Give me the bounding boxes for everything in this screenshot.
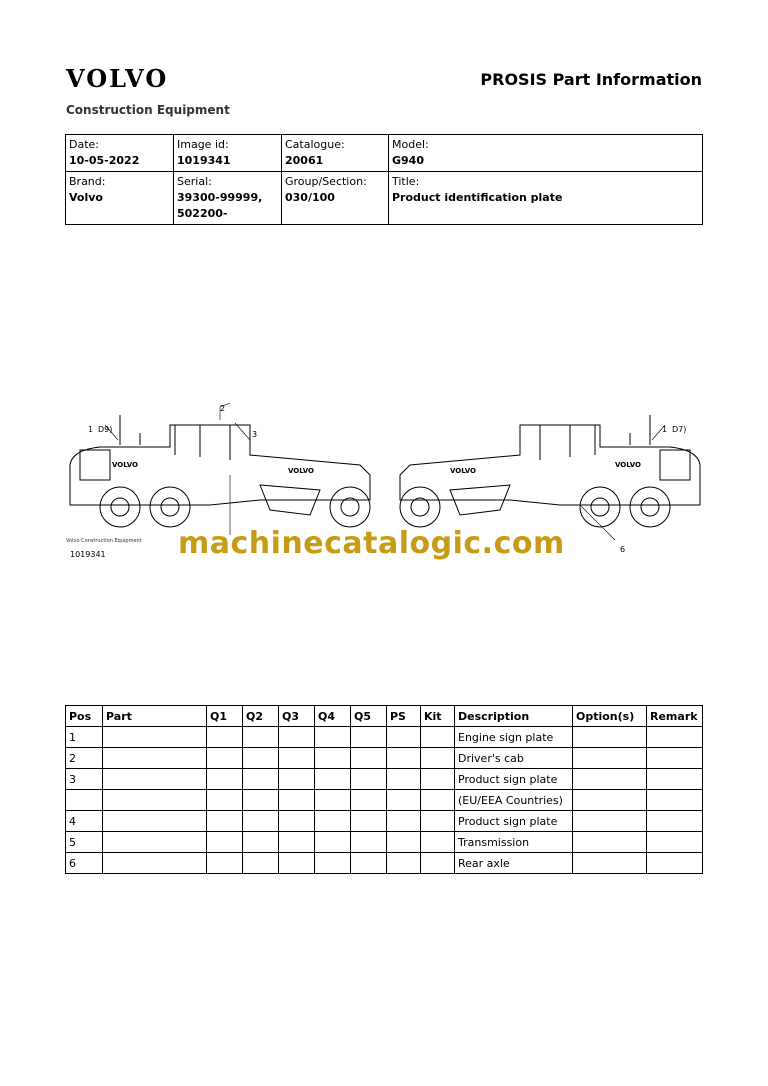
empty-cell xyxy=(103,811,207,832)
empty-cell xyxy=(351,769,387,790)
empty-cell xyxy=(351,727,387,748)
serial-value-1: 39300-99999, xyxy=(177,191,263,204)
date-value: 10-05-2022 xyxy=(69,154,140,167)
empty-cell xyxy=(573,727,647,748)
empty-cell xyxy=(103,769,207,790)
empty-cell xyxy=(207,727,243,748)
empty-cell xyxy=(421,811,455,832)
left-vehicle-brand: VOLVO xyxy=(112,461,138,469)
column-header-q3: Q3 xyxy=(279,706,315,727)
empty-cell xyxy=(387,727,421,748)
empty-cell xyxy=(573,748,647,769)
table-row xyxy=(66,811,703,832)
column-header-pos: Pos xyxy=(66,706,103,727)
info-table xyxy=(65,134,703,225)
empty-cell xyxy=(647,769,703,790)
group-value: 030/100 xyxy=(285,191,335,204)
empty-cell xyxy=(279,748,315,769)
table-row xyxy=(66,832,703,853)
empty-cell xyxy=(573,853,647,874)
empty-cell xyxy=(243,853,279,874)
empty-cell xyxy=(351,853,387,874)
pos-cell: 2 xyxy=(66,748,103,769)
catalogue-label: Catalogue: xyxy=(285,138,345,151)
empty-cell xyxy=(421,832,455,853)
empty-cell xyxy=(207,853,243,874)
empty-cell xyxy=(387,853,421,874)
empty-cell xyxy=(315,748,351,769)
pos-cell: 1 xyxy=(66,727,103,748)
description-cell: Product sign plate xyxy=(455,769,573,790)
pos-cell: 3 xyxy=(66,769,103,790)
empty-cell xyxy=(243,811,279,832)
callout-d9: D9) xyxy=(98,425,113,434)
callout-3: 3 xyxy=(252,430,258,439)
model-label: Model: xyxy=(392,138,429,151)
empty-cell xyxy=(207,832,243,853)
empty-cell xyxy=(387,832,421,853)
column-header-part: Part xyxy=(103,706,207,727)
empty-cell xyxy=(279,832,315,853)
empty-cell xyxy=(207,748,243,769)
model-value: G940 xyxy=(392,154,424,167)
empty-cell xyxy=(279,853,315,874)
empty-cell xyxy=(103,748,207,769)
empty-cell xyxy=(207,769,243,790)
left-grader-drawing xyxy=(70,403,370,535)
empty-cell xyxy=(243,769,279,790)
serial-value-2: 502200- xyxy=(177,207,228,220)
empty-cell xyxy=(647,853,703,874)
empty-cell xyxy=(647,811,703,832)
catalogue-value: 20061 xyxy=(285,154,324,167)
empty-cell xyxy=(573,811,647,832)
empty-cell xyxy=(243,748,279,769)
pos-cell xyxy=(66,790,103,811)
empty-cell xyxy=(207,790,243,811)
callout-d7: D7) xyxy=(672,425,687,434)
empty-cell xyxy=(315,853,351,874)
empty-cell xyxy=(279,811,315,832)
empty-cell xyxy=(421,727,455,748)
table-row xyxy=(66,790,703,811)
empty-cell xyxy=(421,769,455,790)
description-cell: (EU/EEA Countries) xyxy=(455,790,573,811)
volvo-logo: VOLVO xyxy=(66,64,169,93)
parts-table xyxy=(65,705,703,874)
callout-1-right: 1 xyxy=(662,425,668,434)
image-id-caption: 1019341 xyxy=(70,550,106,559)
logo-subtitle: Construction Equipment xyxy=(66,103,230,117)
column-header-q5: Q5 xyxy=(351,706,387,727)
date-label: Date: xyxy=(69,138,99,151)
column-header-option-s: Option(s) xyxy=(573,706,647,727)
empty-cell xyxy=(351,790,387,811)
right-vehicle-brand-2: VOLVO xyxy=(450,467,476,475)
empty-cell xyxy=(243,832,279,853)
pos-cell: 5 xyxy=(66,832,103,853)
watermark: machinecatalogic.com xyxy=(178,526,565,561)
empty-cell xyxy=(103,832,207,853)
callout-1-left: 1 xyxy=(88,425,94,434)
empty-cell xyxy=(279,790,315,811)
empty-cell xyxy=(351,811,387,832)
group-label: Group/Section: xyxy=(285,175,367,188)
empty-cell xyxy=(421,748,455,769)
column-header-ps: PS xyxy=(387,706,421,727)
empty-cell xyxy=(315,727,351,748)
table-row xyxy=(66,748,703,769)
title-label: Title: xyxy=(392,175,420,188)
empty-cell xyxy=(279,769,315,790)
empty-cell xyxy=(387,748,421,769)
pos-cell: 4 xyxy=(66,811,103,832)
empty-cell xyxy=(243,790,279,811)
empty-cell xyxy=(647,727,703,748)
empty-cell xyxy=(421,853,455,874)
parts-header-row xyxy=(66,706,703,727)
description-cell: Engine sign plate xyxy=(455,727,573,748)
empty-cell xyxy=(647,790,703,811)
callout-2: 2 xyxy=(220,404,226,413)
image-id-value: 1019341 xyxy=(177,154,231,167)
column-header-remark: Remark xyxy=(647,706,703,727)
empty-cell xyxy=(351,748,387,769)
empty-cell xyxy=(351,832,387,853)
right-vehicle-brand: VOLVO xyxy=(615,461,641,469)
empty-cell xyxy=(573,790,647,811)
empty-cell xyxy=(103,790,207,811)
empty-cell xyxy=(647,748,703,769)
column-header-q4: Q4 xyxy=(315,706,351,727)
empty-cell xyxy=(103,853,207,874)
empty-cell xyxy=(207,811,243,832)
brand-value: Volvo xyxy=(69,191,103,204)
table-row xyxy=(66,853,703,874)
empty-cell xyxy=(387,769,421,790)
empty-cell xyxy=(421,790,455,811)
empty-cell xyxy=(243,727,279,748)
description-cell: Transmission xyxy=(455,832,573,853)
column-header-q1: Q1 xyxy=(207,706,243,727)
column-header-kit: Kit xyxy=(421,706,455,727)
empty-cell xyxy=(315,790,351,811)
description-cell: Product sign plate xyxy=(455,811,573,832)
empty-cell xyxy=(647,832,703,853)
column-header-q2: Q2 xyxy=(243,706,279,727)
empty-cell xyxy=(103,727,207,748)
empty-cell xyxy=(573,832,647,853)
serial-label: Serial: xyxy=(177,175,212,188)
pos-cell: 6 xyxy=(66,853,103,874)
title-value: Product identification plate xyxy=(392,191,563,204)
empty-cell xyxy=(315,811,351,832)
description-cell: Driver's cab xyxy=(455,748,573,769)
left-vehicle-brand-2: VOLVO xyxy=(288,467,314,475)
page-title: PROSIS Part Information xyxy=(480,70,702,89)
empty-cell xyxy=(315,769,351,790)
empty-cell xyxy=(279,727,315,748)
callout-6: 6 xyxy=(620,545,626,554)
right-grader-drawing xyxy=(400,415,700,540)
image-id-label: Image id: xyxy=(177,138,229,151)
empty-cell xyxy=(315,832,351,853)
column-header-description: Description xyxy=(455,706,573,727)
empty-cell xyxy=(387,811,421,832)
brand-label: Brand: xyxy=(69,175,106,188)
empty-cell xyxy=(387,790,421,811)
description-cell: Rear axle xyxy=(455,853,573,874)
table-row xyxy=(66,769,703,790)
table-row xyxy=(66,727,703,748)
empty-cell xyxy=(573,769,647,790)
maker-caption: Volvo Construction Equipment xyxy=(66,538,142,544)
